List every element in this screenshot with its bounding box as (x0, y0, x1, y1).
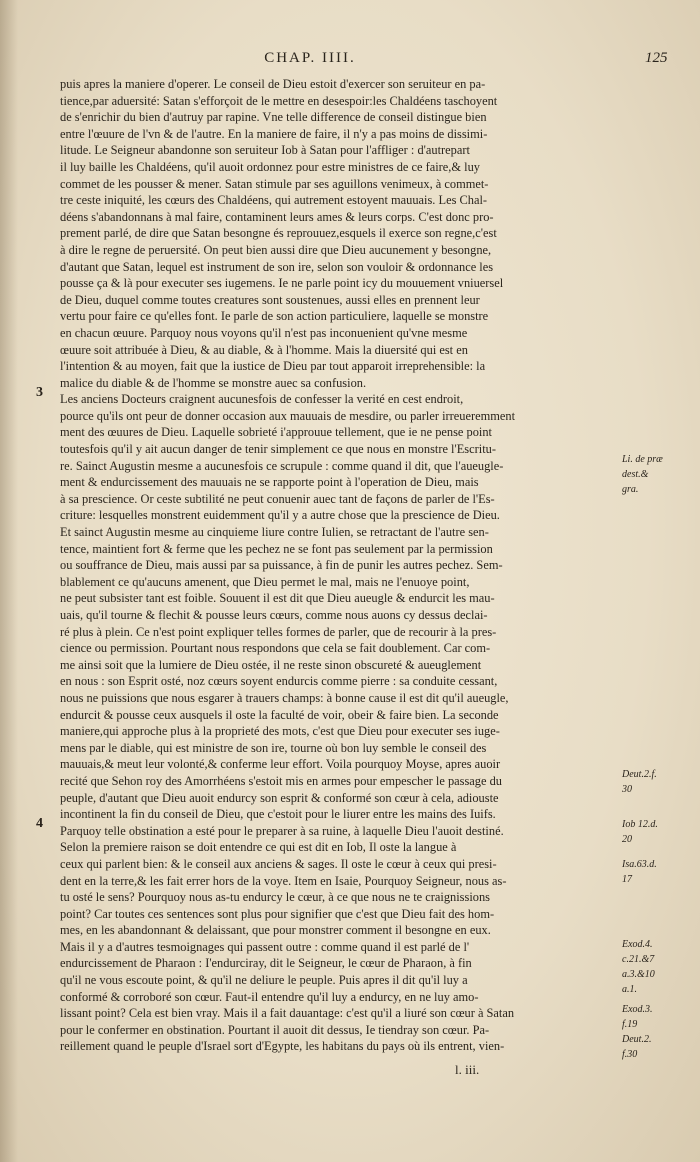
text-line: pour le confermer en obstination. Pourtant il auoit dit dessus, Ie tiendray son cœur. Pa- (60, 1022, 490, 1037)
page-number: 125 (645, 50, 668, 66)
text-line: de s'enrichir du bien d'autruy par rapine. Vne telle difference de conseil distingue bien (60, 110, 487, 125)
text-line: re. Sainct Augustin mesme a aucunesfois ce scrupule : comme quand il dit, que l'aueugle- (60, 458, 504, 473)
text-line: puis apres la maniere d'operer. Le conseil de Dieu estoit d'exercer son seruiteur en pa- (60, 77, 486, 91)
text-line: tience,par aduersité: Satan s'efforçoit de le mettre en desespoir:les Chaldéens taschoyent (60, 93, 498, 108)
text-line: œuure soit attribuée à Dieu, & au diable, & à l'homme. Mais la diuersité qui est en (60, 342, 468, 357)
text-line: nous ne puissions que nous esgarer à trauers champs: à bonne cause il est dit qu'il aueugle, (60, 690, 509, 705)
text-line: litude. Le Seigneur abandonne son seruiteur Iob à Satan pour l'affliger : d'autrepart (60, 143, 470, 158)
text-line: reillement quand le peuple d'Israel sort d'Egypte, les habitans du pays où ils entrent, vien- (60, 1039, 505, 1054)
margin-note: c.21.&7 (622, 954, 655, 965)
text-line: ment des œuures de Dieu. Laquelle sobrieté i'approuue tellement, que ie ne pense point (60, 425, 492, 440)
gutter-shadow (0, 0, 18, 1162)
text-line: ré plus à plein. Ce n'est point expliquer telles formes de parler, que de recourir à la pres- (60, 624, 497, 639)
text-line: mes, en les abandonnant & delaissant, que pour monstrer comment il besongne en eux. (60, 923, 491, 938)
text-line: à sa prescience. Or ceste subtilité ne peut conuenir auec tant de façons de parler de l'Es- (60, 491, 495, 506)
text-line: toutesfois qu'il y ait aucun danger de tenir simplement ce que nous en monstre l'Escritu- (60, 442, 496, 457)
text-line: pousse ça & là pour executer ses iugemens. Ie ne parle point icy du mouuement vniuersel (60, 276, 504, 291)
text-line: en nous : son Esprit osté, noz cœurs soyent endurcis comme pierre : sa conduite cessant, (60, 674, 498, 689)
page-header (0, 48, 700, 72)
margin-note: f.30 (622, 1049, 638, 1060)
text-line: qu'il ne vous escoute point, & qu'il ne deliure le peuple. Puis apres il dit qu'il luy a (60, 973, 468, 988)
text-line: lissant point? Cela est bien vray. Mais il a fait dauantage: c'est qu'il a liuré son cœur à Satan (60, 1006, 515, 1021)
margin-note: Exod.4. (622, 939, 653, 950)
running-head: CHAP. IIII. (264, 50, 356, 66)
text-line: Parquoy telle obstination a esté pour le preparer à sa ruine, à laquelle Dieu l'auoit destiné. (60, 823, 504, 838)
text-line: endurcissement de Pharaon : I'endurciray, dit le Seigneur, le cœur de Pharaon, à fin (60, 956, 472, 971)
text-line: l'intention & au moyen, fait que la iustice de Dieu par tout apparoit irreprehensible: la (60, 359, 486, 374)
margin-note: Iob 12.d. (622, 819, 658, 830)
text-line: d'autant que Satan, lequel est instrument de son ire, selon son vouloir & ordonnance les (60, 259, 494, 274)
text-line: en chacun œuure. Parquoy nous voyons qu'il n'est pas inconuenient qu'vne mesme (60, 325, 468, 340)
margin-note: gra. (622, 484, 639, 495)
text-line: mens par le diable, qui est ministre de son ire, tourne où bon luy semble le conseil des (60, 740, 487, 755)
text-line: Selon la premiere raison se doit entendre ce qui est dit en Iob, Il oste la langue à (60, 840, 457, 855)
text-line: ou souffrance de Dieu, mais aussi par sa puissance, à fin de punir les autres pechez. Sem- (60, 558, 503, 573)
text-line: peuple, d'autant que Dieu auoit endurcy son esprit & conformé son cœur à cela, adiouste (60, 790, 499, 805)
text-line: recité que Sehon roy des Amorrhéens s'estoit mis en armes pour empescher le passage du (60, 773, 502, 788)
text-line: criture: lesquelles monstrent euidemment qu'il y a autre chose que la prescience de Dieu. (60, 508, 500, 523)
text-line: ceux qui parlent bien: & le conseil aux anciens & sages. Il oste le cœur à ceux qui presi- (60, 856, 497, 871)
text-line: malice du diable & de l'homme se monstre auec sa confusion. (60, 375, 367, 390)
text-line: dent en la terre,& les fait errer hors de la voye. Item en Isaie, Pourquoy Seigneur, nous as- (60, 873, 507, 888)
text-line: pource qu'ils ont peur de donner occasion aux mauuais de mesdire, ou parler irreueremment (60, 408, 516, 423)
text-line: me ainsi soit que la lumiere de Dieu ostée, il ne reste sinon obscureté & aueuglement (60, 657, 482, 672)
text-line: il luy baille les Chaldéens, qu'il auoit ordonnez pour estre ministres de ce faire,& luy (60, 159, 480, 174)
text-line: de Dieu, duquel comme toutes creatures sont soustenues, aussi elles en prennent leur (60, 292, 480, 307)
margin-note: dest.& (622, 469, 649, 480)
text-line: tence, maintient fort & ferme que les pechez ne se font pas seulement par la permission (60, 541, 493, 556)
text-line: maniere,qui approche plus à la proprieté des mots, c'est que Dieu pour executer ses iuge- (60, 724, 500, 739)
text-line: conformé & corroboré son cœur. Faut-il entendre qu'il luy a endurcy, en ne luy amo- (60, 989, 479, 1004)
text-line: tre ceste iniquité, les cœurs des Chaldéens, qui autrement estoyent mauuais. Les Chal- (60, 193, 488, 208)
body-text (60, 76, 620, 1055)
margin-note: a.3.&10 (622, 969, 655, 980)
margin-note: Deut.2.f. (622, 769, 657, 780)
text-line: point? Car toutes ces sentences sont plus pour signifier que c'est que Dieu fait des hom- (60, 906, 495, 921)
text-line: incontinent la fin du conseil de Dieu, que c'estoit pour le liurer entre les mains des Iuifs. (60, 807, 496, 822)
margin-note: 17 (622, 874, 632, 885)
text-line: déens s'abandonnans à mal faire, contaminent leurs ames & leurs corps. C'est donc pro- (60, 209, 494, 224)
text-line: Les anciens Docteurs craignent aucunesfois de confesser la verité en cest endroit, (60, 392, 464, 407)
margin-note: 20 (622, 834, 632, 845)
catchword: l. iii. (455, 1062, 480, 1077)
text-line: uais, qu'il tourne & flechit & pousse leurs cœurs, comme nous auons cy dessus declai- (60, 608, 488, 622)
margin-note: Isa.63.d. (622, 859, 657, 870)
text-line: prement parlé, de dire que Satan besongne és reprouuez,esquels il exerce son regne,c'est (60, 226, 497, 241)
text-line: Et sainct Augustin mesme au cinquieme liure contre Iulien, se retractant de l'autre sen- (60, 525, 489, 540)
text-line: cience ou permission. Pourtant nous respondons que cela se fait doublement. Car com- (60, 641, 491, 656)
text-line: blablement ce qu'aucuns amenent, que Dieu permet le mal, mais ne l'enuoye point, (60, 574, 470, 589)
margin-note: Deut.2. (622, 1034, 652, 1045)
margin-note: a.1. (622, 984, 637, 995)
text-line: endurcit & pousse ceux ausquels il oste la faculté de voir, obeir & faire bien. La seconde (60, 707, 499, 722)
text-line: entre l'œuure de l'vn & de l'autre. En la maniere de faire, il n'y a pas moins de dissimi- (60, 126, 488, 141)
margin-note: Li. de præ (622, 454, 663, 465)
paragraph-number: 4 (36, 816, 43, 831)
text-line: Mais il y a d'autres tesmoignages qui passent outre : comme quand il est parlé de l' (60, 939, 470, 954)
text-line: tu osté le sens? Pourquoy nous as-tu endurcy le cœur, à ce que nous ne te craignissions (60, 890, 490, 905)
text-line: vertu pour faire ce qu'elles font. Ie parle de son action particuliere, laquelle se monstre (60, 309, 489, 324)
margin-note: Exod.3. (622, 1004, 653, 1015)
text-line: ment & endurcissement des mauuais ne se rapporte point à l'operation de Dieu, mais (60, 475, 479, 490)
margin-note: 30 (622, 784, 632, 795)
text-line: à dire le regne de peruersité. On peut bien aussi dire que Dieu aucunement y besongne, (60, 242, 492, 257)
text-line: ne peut subsister tant est foible. Souuent il est dit que Dieu aueugle & endurcit les mau- (60, 591, 495, 606)
margin-note: f.19 (622, 1019, 638, 1030)
paragraph-number: 3 (36, 385, 43, 400)
text-line: mauuais,& meut leur volonté,& conferme leur effort. Voila pourquoy Moyse, apres auoir (60, 757, 501, 772)
text-line: commet de les pousser & mener. Satan stimule par ses aguillons venimeux, à commet- (60, 176, 489, 191)
